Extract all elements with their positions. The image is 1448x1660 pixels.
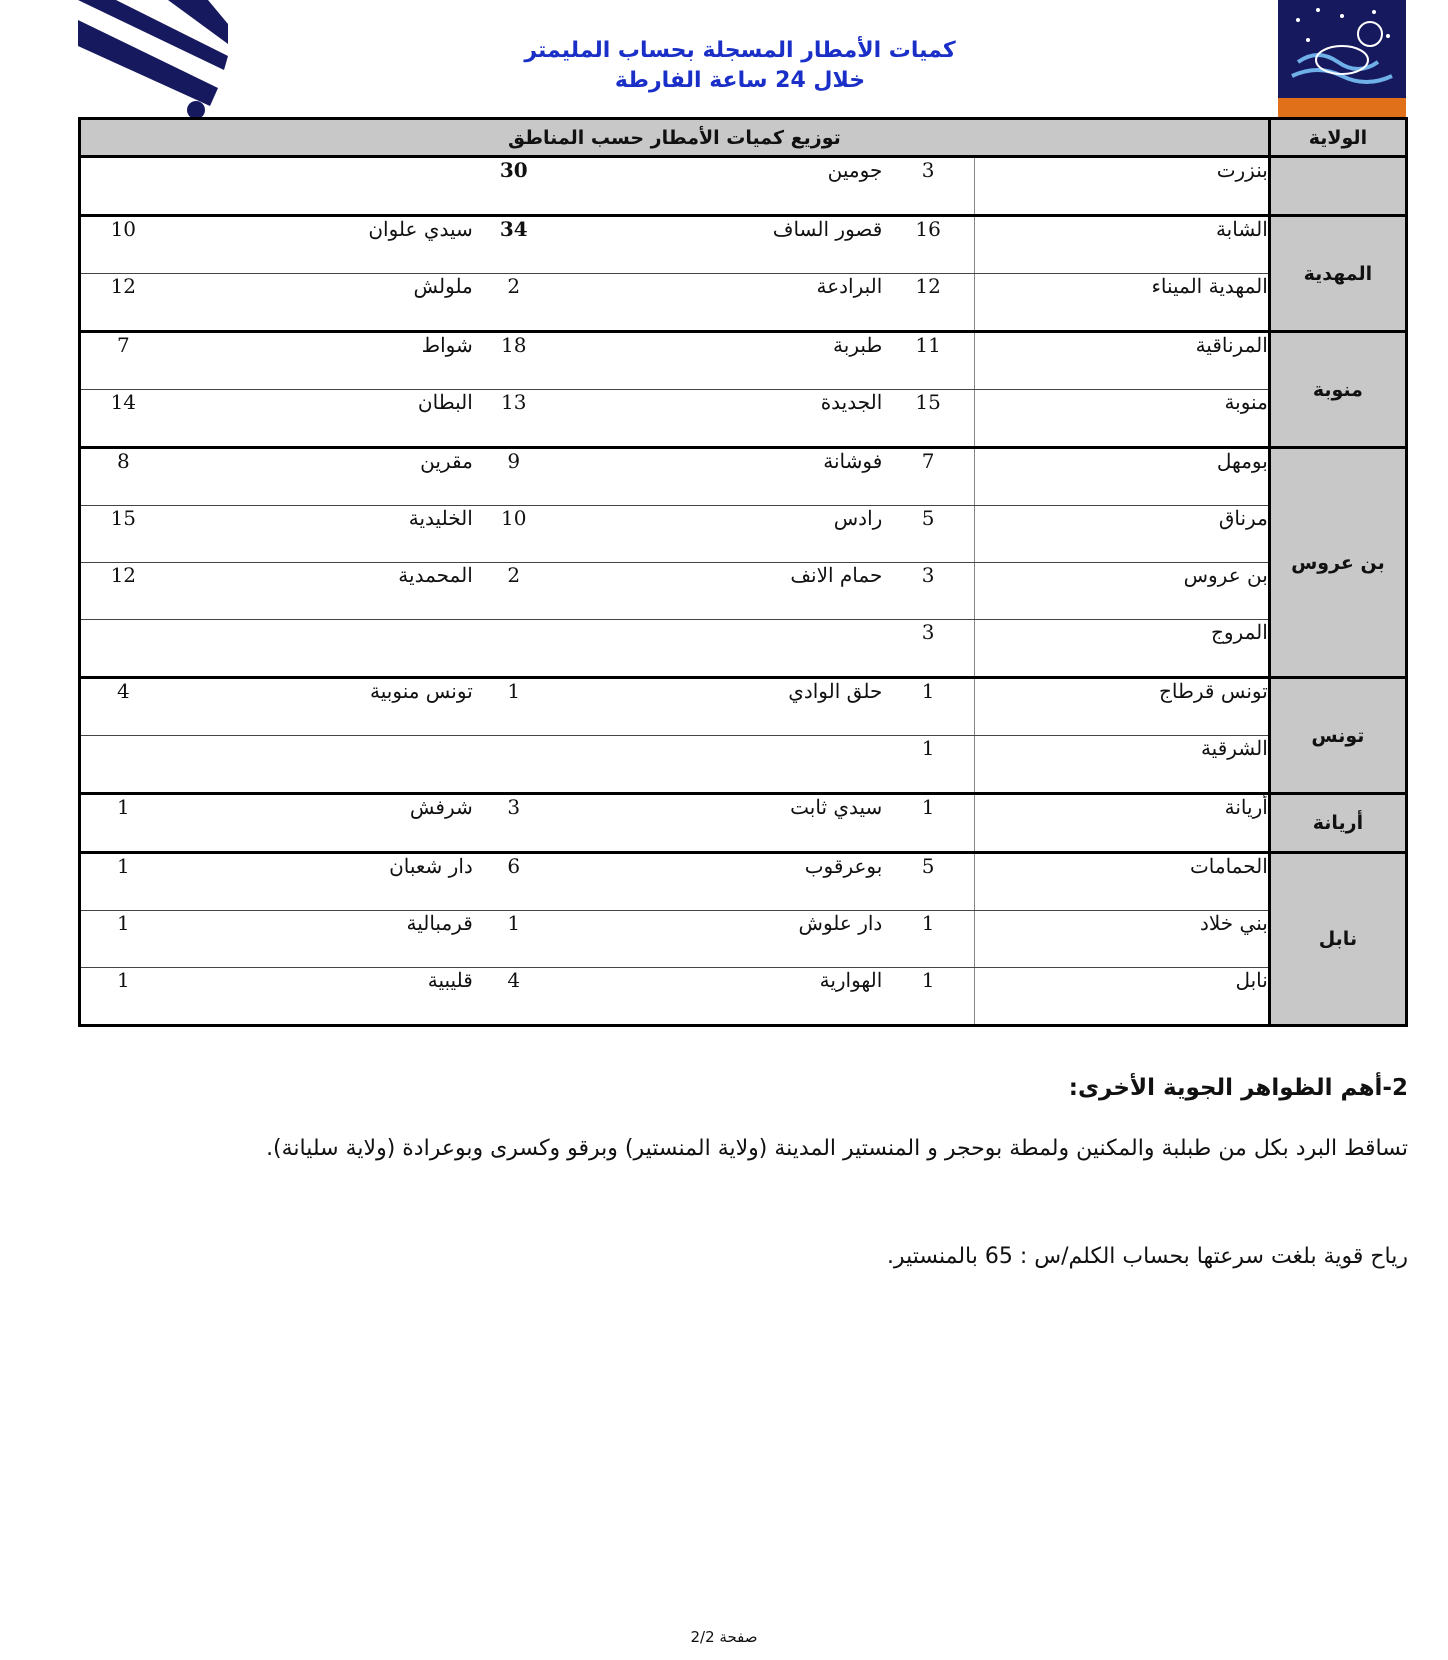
hail-paragraph: تساقط البرد بكل من طبلبة والمكنين ولمطة بوحجر و المنستير المدينة (ولاية المنستير) وبرقو وكسرى وبوعرادة (ولاية سليانة).	[266, 1136, 1408, 1161]
rainfall-value: 7	[80, 332, 166, 390]
rainfall-value: 3	[882, 563, 974, 620]
station-name: البرادعة	[555, 274, 883, 332]
station-name: قصور الساف	[555, 216, 883, 274]
governorate-cell: تونس	[1269, 678, 1406, 794]
rainfall-value: 1	[882, 911, 974, 968]
station-name: تونس قرطاج	[974, 678, 1269, 736]
station-name: قرمبالية	[166, 911, 473, 968]
station-name: بني خلاد	[974, 911, 1269, 968]
table-row	[80, 620, 1407, 678]
station-name: جومين	[555, 157, 883, 216]
station-name: فوشانة	[555, 448, 883, 506]
table-row	[80, 448, 1407, 506]
table-row	[80, 216, 1407, 274]
station-name: المهدية الميناء	[974, 274, 1269, 332]
rainfall-value: 30	[473, 157, 555, 216]
rainfall-value: 5	[882, 506, 974, 563]
station-name: تونس منوبية	[166, 678, 473, 736]
station-name: سيدي ثابت	[555, 794, 883, 853]
rainfall-value: 18	[473, 332, 555, 390]
station-name: رادس	[555, 506, 883, 563]
station-name	[555, 620, 883, 678]
rainfall-value: 2	[473, 563, 555, 620]
rainfall-value: 15	[882, 390, 974, 448]
station-name: قليبية	[166, 968, 473, 1026]
rainfall-value: 15	[80, 506, 166, 563]
rainfall-value: 7	[882, 448, 974, 506]
table-row	[80, 274, 1407, 332]
station-name: مرناق	[974, 506, 1269, 563]
institute-logo	[1278, 0, 1406, 118]
station-name: بنزرت	[974, 157, 1269, 216]
rainfall-value: 1	[882, 794, 974, 853]
rainfall-value: 1	[882, 678, 974, 736]
rainfall-value	[473, 620, 555, 678]
station-name: طبربة	[555, 332, 883, 390]
rainfall-value	[473, 736, 555, 794]
station-name: نابل	[974, 968, 1269, 1026]
governorate-cell: المهدية	[1269, 216, 1406, 332]
wind-paragraph: رياح قوية بلغت سرعتها بحساب الكلم/س : 65 بالمنستير.	[886, 1244, 1408, 1269]
table-row	[80, 506, 1407, 563]
rainfall-value: 5	[882, 853, 974, 911]
station-name: بن عروس	[974, 563, 1269, 620]
rainfall-value: 3	[882, 620, 974, 678]
table-row	[80, 390, 1407, 448]
table-row	[80, 332, 1407, 390]
rainfall-value: 1	[473, 911, 555, 968]
rainfall-value: 4	[473, 968, 555, 1026]
rainfall-value: 1	[882, 968, 974, 1026]
governorate-cell: أريانة	[1269, 794, 1406, 853]
station-name: دار علوش	[555, 911, 883, 968]
station-name: الجديدة	[555, 390, 883, 448]
station-name: مقرين	[166, 448, 473, 506]
rainfall-value: 13	[473, 390, 555, 448]
section-title: 2-أهم الظواهر الجوية الأخرى:	[1068, 1075, 1408, 1101]
rainfall-value: 34	[473, 216, 555, 274]
rainfall-value: 1	[80, 794, 166, 853]
station-name: حمام الانف	[555, 563, 883, 620]
station-name: الهوارية	[555, 968, 883, 1026]
page-number: صفحة 2/2	[690, 1628, 758, 1646]
rainfall-value: 11	[882, 332, 974, 390]
rainfall-value	[80, 736, 166, 794]
table-row	[80, 853, 1407, 911]
rainfall-value: 1	[473, 678, 555, 736]
rainfall-value: 1	[80, 911, 166, 968]
station-name: دار شعبان	[166, 853, 473, 911]
station-name: الحمامات	[974, 853, 1269, 911]
station-name: شواط	[166, 332, 473, 390]
governorate-header: الولاية	[1269, 119, 1406, 157]
station-name: ملولش	[166, 274, 473, 332]
station-name: شرفش	[166, 794, 473, 853]
rainfall-value: 12	[80, 274, 166, 332]
rainfall-value: 1	[80, 853, 166, 911]
governorate-cell: منوبة	[1269, 332, 1406, 448]
rainfall-value: 8	[80, 448, 166, 506]
rainfall-value: 1	[882, 736, 974, 794]
station-name: بوعرقوب	[555, 853, 883, 911]
station-name	[166, 157, 473, 216]
station-name: بومهل	[974, 448, 1269, 506]
station-name: حلق الوادي	[555, 678, 883, 736]
table-row	[80, 678, 1407, 736]
rainfall-value	[80, 620, 166, 678]
rainfall-value	[80, 157, 166, 216]
rainfall-value: 3	[882, 157, 974, 216]
governorate-cell: نابل	[1269, 853, 1406, 1026]
table-row	[80, 968, 1407, 1026]
station-name: المرناقية	[974, 332, 1269, 390]
station-name: الخليدية	[166, 506, 473, 563]
rainfall-value: 2	[473, 274, 555, 332]
table-row	[80, 563, 1407, 620]
station-name: البطان	[166, 390, 473, 448]
station-name: الشرقية	[974, 736, 1269, 794]
rainfall-value: 10	[473, 506, 555, 563]
rainfall-value: 12	[882, 274, 974, 332]
station-name: المروج	[974, 620, 1269, 678]
station-name	[166, 736, 473, 794]
report-title	[380, 36, 1100, 96]
rainfall-value: 3	[473, 794, 555, 853]
station-name: المحمدية	[166, 563, 473, 620]
title-line1: كميات الأمطار المسجلة بحساب المليمتر	[524, 38, 956, 63]
rainfall-table	[78, 117, 1408, 1027]
governorate-cell	[1269, 157, 1406, 216]
table-row	[80, 157, 1407, 216]
rainfall-value: 16	[882, 216, 974, 274]
rainfall-value: 1	[80, 968, 166, 1026]
rainfall-value: 14	[80, 390, 166, 448]
station-name: سيدي علوان	[166, 216, 473, 274]
distribution-header: توزيع كميات الأمطار حسب المناطق	[80, 119, 1270, 157]
rainfall-value: 4	[80, 678, 166, 736]
station-name: الشابة	[974, 216, 1269, 274]
table-row	[80, 911, 1407, 968]
governorate-cell: بن عروس	[1269, 448, 1406, 678]
table-row	[80, 794, 1407, 853]
brand-stripes-logo	[78, 0, 238, 118]
station-name	[166, 620, 473, 678]
station-name: أريانة	[974, 794, 1269, 853]
rainfall-value: 6	[473, 853, 555, 911]
rainfall-value: 12	[80, 563, 166, 620]
station-name: منوبة	[974, 390, 1269, 448]
station-name	[555, 736, 883, 794]
title-line2: خلال 24 ساعة الفارطة	[614, 68, 866, 93]
table-row	[80, 736, 1407, 794]
rainfall-value: 9	[473, 448, 555, 506]
rainfall-value: 10	[80, 216, 166, 274]
